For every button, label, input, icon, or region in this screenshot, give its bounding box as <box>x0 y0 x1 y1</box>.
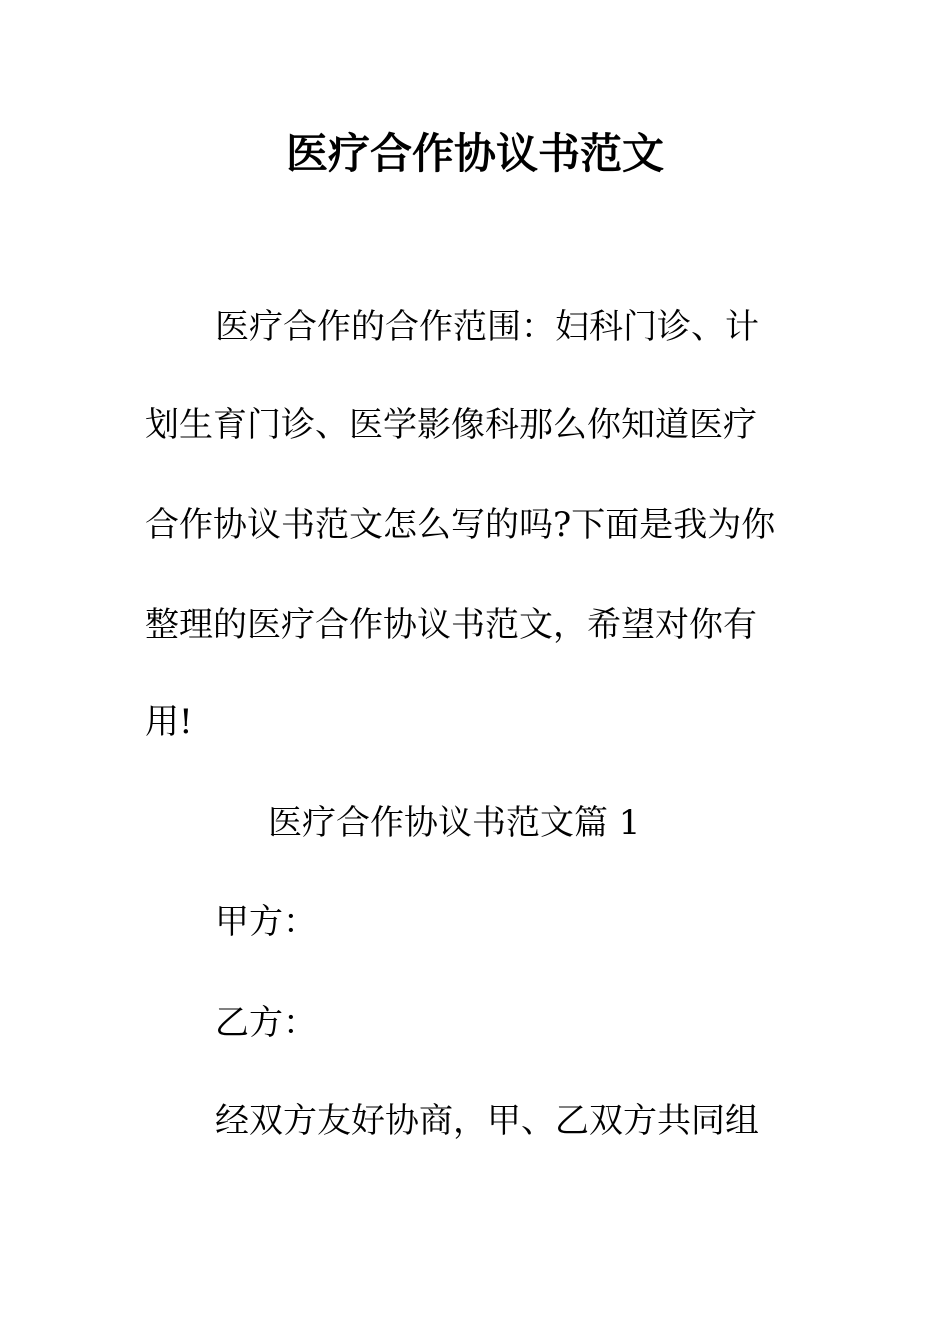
party-a-label: 甲方： <box>215 902 317 942</box>
section-heading: 医疗合作协议书范文篇 1 <box>268 803 641 843</box>
intro-line-5: 用! <box>145 702 193 742</box>
intro-line-3: 合作协议书范文怎么写的吗?下面是我为你 <box>145 505 776 545</box>
body-paragraph-line: 经双方友好协商，甲、乙双方共同组 <box>215 1101 759 1141</box>
party-b-label: 乙方： <box>215 1003 317 1043</box>
intro-line-2: 划生育门诊、医学影像科那么你知道医疗 <box>145 405 757 445</box>
intro-line-4: 整理的医疗合作协议书范文，希望对你有 <box>145 605 757 645</box>
intro-line-1: 医疗合作的合作范围：妇科门诊、计 <box>215 307 759 347</box>
document-title: 医疗合作协议书范文 <box>285 129 664 178</box>
